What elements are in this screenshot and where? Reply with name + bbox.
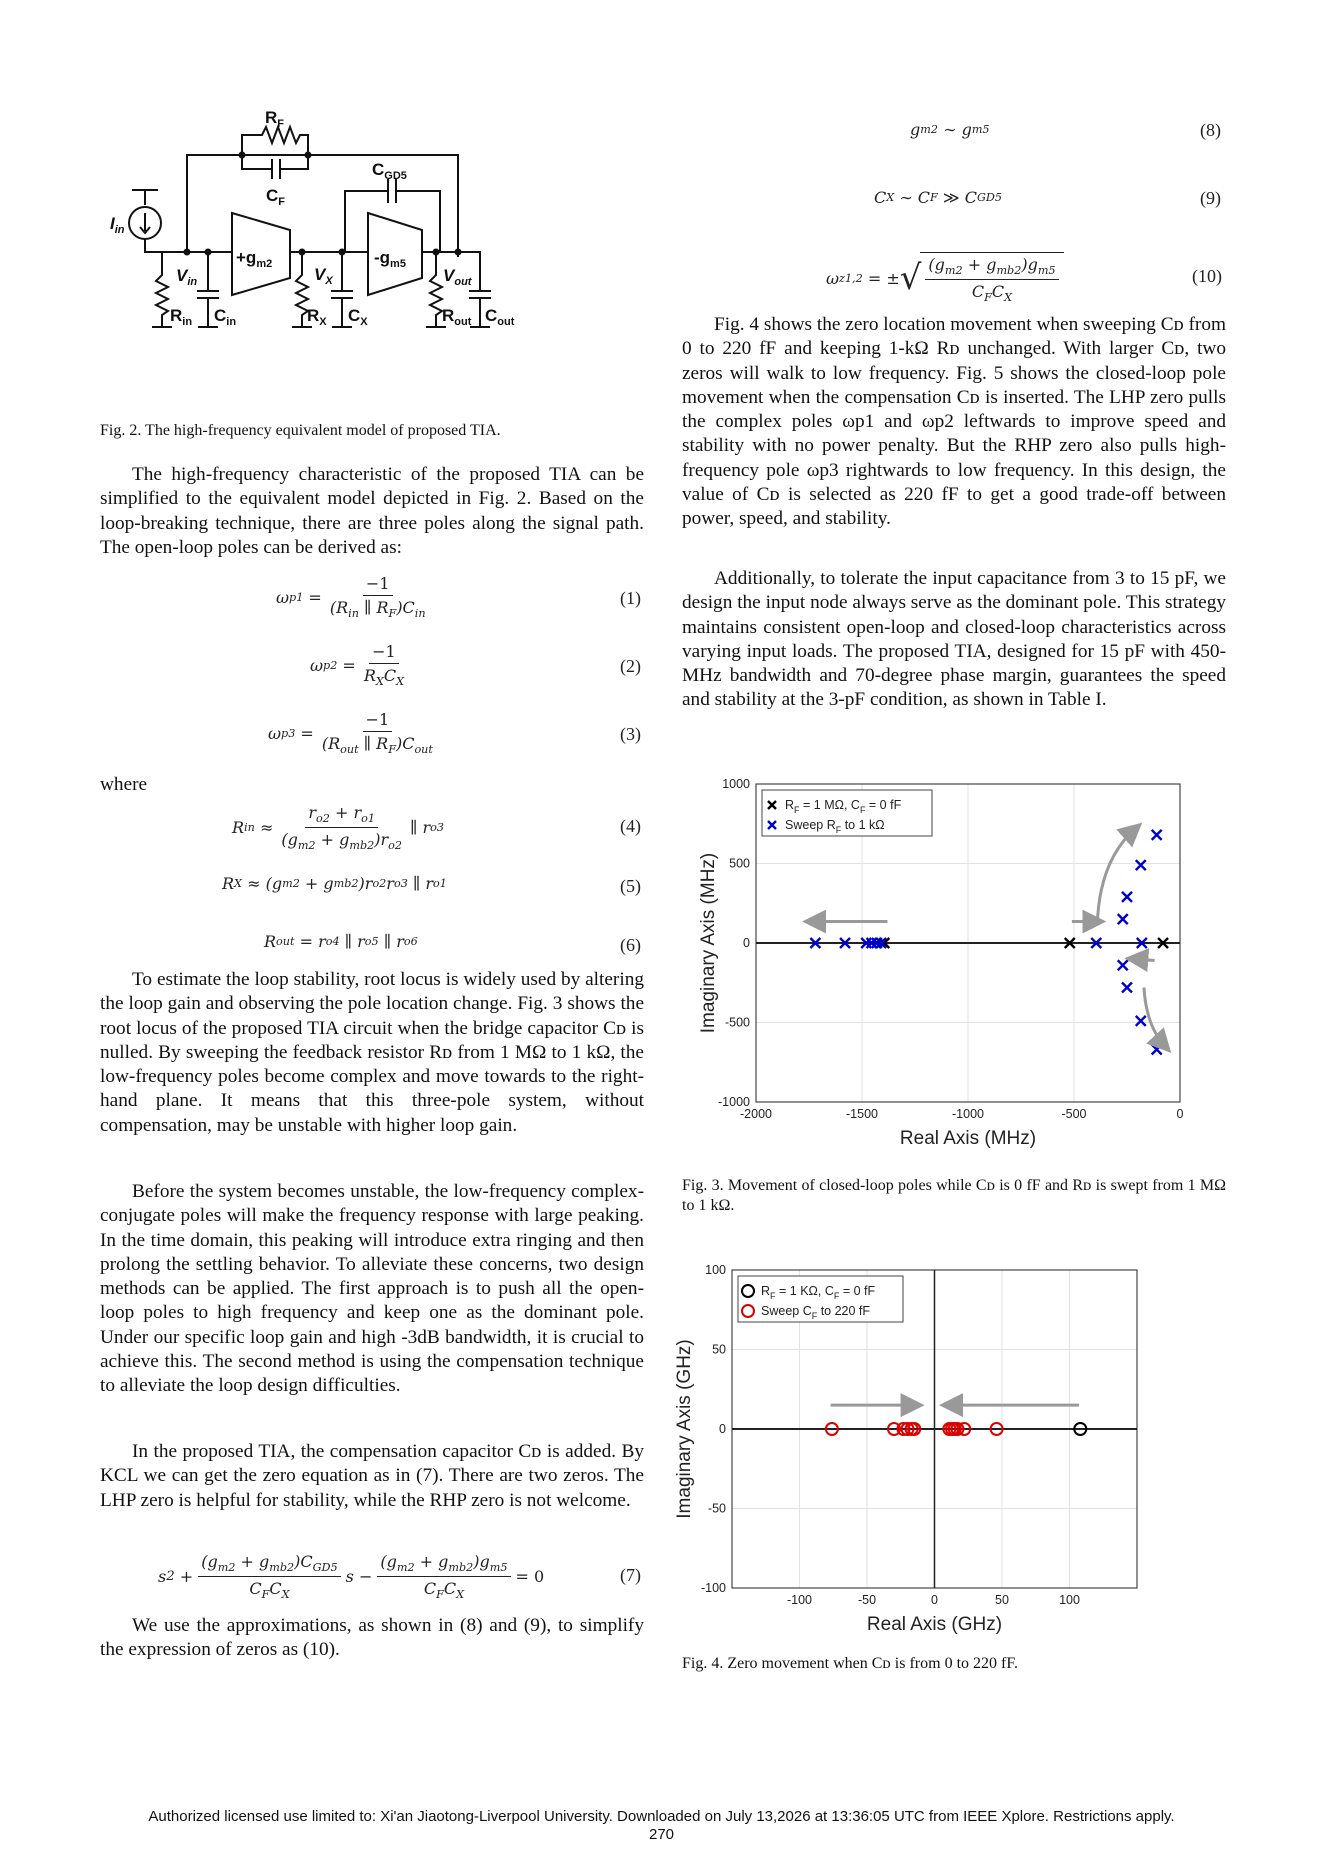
cin-label: $C_{in}$ — [214, 306, 237, 328]
left-para-3: Before the system becomes unstable, the low-frequency complex-conjugate poles will make the frequency response with large peaking. In the time domain, this peaking will introduce extra ringing and then prolong the settling behavior. To alleviate these concerns, two design methods can be applied. The first approach is to push all the open-loop poles to high frequency and keep one as the dominant pole. Under our specific loop gain and high -3dB bandwidth, it is crucial to achieve this. The second method is using the compensation technique to alleviate the loop design difficulties. — [100, 1181, 644, 1397]
where-text: where — [100, 774, 148, 795]
legend-label: $R_F = 1$ KΩ, $C_F = 0$ fF — [761, 1284, 876, 1301]
left-para-4: In the proposed TIA, the compensation capacitor Cᴅ is added. By KCL we can get the zero equation as in (7). There are two zeros. The LHP zero is helpful for stability, while the RHP zero is not welcome. — [100, 1441, 644, 1511]
eq-number-5: (5) — [620, 876, 641, 896]
equation-5: R X ≈ (g m2 + g mb2 )r o2 r o3 ∥ r o1 — [222, 874, 447, 893]
eq-number-7: (7) — [620, 1565, 641, 1585]
iin-label: $I_{in}$ — [110, 214, 125, 236]
equation-8: g m2 ∼ g m5 — [910, 120, 990, 139]
cx-label: $C_X$ — [348, 306, 368, 328]
license-footer: Authorized licensed use limited to: Xi'an Jiaotong-Liverpool University. Downloaded on July 13,2026 at 13:36:05 UTC from IEEE Xplore. Restrictions apply. — [148, 1808, 1175, 1825]
fig3-root-locus-chart — [682, 770, 1242, 1160]
movement-arrow — [1144, 988, 1165, 1047]
eq-number-1: (1) — [620, 588, 641, 608]
y-tick-label: -100 — [700, 1581, 726, 1595]
equation-2: ω p2 = $\frac{-1}{R_XC_X}$ — [310, 642, 405, 689]
equation-4: R in ≈ $\frac{r_{o2} + r_{o1}}{(g_{m2} + g_{mb2})r_{o2}}$ ∥ r o3 — [232, 803, 445, 853]
y-tick-label: 0 — [719, 1422, 726, 1436]
eq-number-9: (9) — [1200, 188, 1221, 208]
fig4-caption: Fig. 4. Zero movement when Cᴅ is from 0 to 220 fF. — [682, 1655, 1018, 1672]
x-tick-label: 50 — [995, 1593, 1009, 1607]
equation-7: s 2 + $\frac{(g_{m2} + g_{mb2})C_{GD5}}{C_FC_X}$ s − $\frac{(g_{m2} + g_{mb2})g_{m5}}{C_FC_X}$ = 0 — [158, 1552, 545, 1602]
y-tick-label: 0 — [743, 936, 750, 950]
pole-marker — [1118, 914, 1128, 924]
pole-marker — [1122, 983, 1132, 993]
legend-label: Sweep $C_F$ to 220 fF — [761, 1304, 871, 1321]
pole-marker — [1152, 1045, 1162, 1055]
eq-number-8: (8) — [1200, 120, 1221, 140]
x-tick-label: -2000 — [740, 1107, 772, 1121]
eq-number-6: (6) — [620, 935, 641, 955]
eq-number-4: (4) — [620, 816, 641, 836]
cout-label: $C_{out}$ — [485, 306, 515, 328]
left-para-2: To estimate the loop stability, root locus is widely used by altering the loop gain and observing the pole location change. Fig. 3 shows the root locus of the proposed TIA circuit when the bridge capacitor Cᴅ is nulled. By sweeping the feedback resistor Rᴅ from 1 MΩ to 1 kΩ, the low-frequency poles become complex and move towards to the right-hand plane. It means that this three-pole system, without compensation, may be unstable with higher loop gain. — [100, 969, 644, 1136]
x-tick-label: 0 — [931, 1593, 938, 1607]
equation-10: ω z1,2 = ± √ $\frac{(g_{m2} + g_{mb2})g_{m5}}{C_FC_X}$ — [826, 252, 1064, 304]
fig3-caption: Fig. 3. Movement of closed-loop poles while Cᴅ is 0 fF and Rᴅ is swept from 1 MΩ to 1 kΩ. — [682, 1177, 1226, 1214]
chart-legend — [762, 790, 932, 836]
right-para-2: Additionally, to tolerate the input capacitance from 3 to 15 pF, we design the input node always serve as the dominant pole. This strategy maintains consistent open-loop and closed-loop characteristics across varying input loads. The proposed TIA, designed for 15 pF with 450-MHz bandwidth and 70-degree phase margin, guarantees the speed and stability at the 3-pF condition, as shown in Table I. — [682, 568, 1226, 711]
cgd5-label: $C_{GD5}$ — [372, 160, 407, 182]
page-number: 270 — [648, 1826, 675, 1843]
equation-9: C X ∼ C F ≫ C GD5 — [874, 188, 1003, 207]
x-tick-label: 0 — [1176, 1107, 1184, 1121]
left-para-5: We use the approximations, as shown in (8) and (9), to simplify the expression of zeros as (10). — [100, 1615, 644, 1661]
x-axis-label: Real Axis (GHz) — [866, 1614, 1003, 1635]
legend-label: $R_F = 1$ MΩ, $C_F = 0$ fF — [785, 798, 902, 815]
fig2-circuit — [100, 95, 660, 415]
eq-number-3: (3) — [620, 724, 641, 744]
legend-label: Sweep $R_F$ to 1 kΩ — [785, 818, 885, 835]
x-tick-label: -500 — [1061, 1107, 1087, 1121]
pole-marker — [1118, 960, 1128, 970]
movement-arrow — [1133, 959, 1154, 961]
x-tick-label: -1500 — [846, 1107, 878, 1121]
x-tick-label: 100 — [1059, 1593, 1080, 1607]
y-tick-label: 1000 — [722, 777, 750, 791]
x-tick-label: -1000 — [952, 1107, 984, 1121]
x-tick-label: -50 — [857, 1593, 877, 1607]
y-tick-label: 100 — [705, 1263, 726, 1277]
y-tick-label: -50 — [707, 1501, 726, 1516]
y-axis-label: Imaginary Axis (GHz) — [674, 1339, 695, 1519]
equation-3: ω p3 = $\frac{-1}{(R_{out} \parallel R_F)C_{out}}$ — [268, 710, 433, 757]
pole-marker — [1136, 1016, 1146, 1026]
vin-label: $V_{in}$ — [176, 266, 198, 288]
gm5-label: $-g_{m5}$ — [374, 248, 406, 270]
equation-1: ω p1 = $\frac{-1}{(R_{in} \parallel R_F)C_{in}}$ — [276, 574, 426, 621]
equation-6: R out = r o4 ∥ r o5 ∥ r o6 — [264, 932, 418, 951]
rf-label: $R_F$ — [265, 108, 285, 130]
vx-label: $V_X$ — [314, 265, 333, 287]
gm2-label: $+g_{m2}$ — [236, 248, 273, 270]
movement-arrow — [1097, 829, 1135, 924]
x-tick-label: -100 — [786, 1593, 813, 1607]
rx-label: $R_X$ — [307, 306, 327, 328]
y-tick-label: 50 — [712, 1342, 726, 1357]
y-tick-label: -500 — [724, 1015, 750, 1030]
eq-number-10: (10) — [1192, 266, 1222, 286]
pole-marker — [1122, 892, 1132, 902]
rin-label: $R_{in}$ — [170, 306, 193, 328]
pole-marker — [1136, 860, 1146, 870]
y-tick-label: 500 — [729, 856, 750, 871]
pole-marker — [1152, 830, 1162, 840]
y-tick-label: -1000 — [718, 1095, 750, 1109]
y-axis-label: Imaginary Axis (MHz) — [698, 852, 719, 1034]
vout-label: $V_{out}$ — [443, 266, 472, 288]
cf-label: $C_F$ — [266, 186, 286, 208]
left-para-1: The high-frequency characteristic of the proposed TIA can be simplified to the equivalent model depicted in Fig. 2. Based on the loop-breaking technique, there are three poles along the signal path. The open-loop poles can be derived as: — [100, 464, 644, 558]
fig2-caption: Fig. 2. The high-frequency equivalent model of proposed TIA. — [100, 422, 501, 439]
chart-legend — [738, 1276, 903, 1322]
right-para-1: Fig. 4 shows the zero location movement when sweeping Cᴅ from 0 to 220 fF and keeping 1-kΩ Rᴅ unchanged. With larger Cᴅ, two zeros will walk to low frequency. Fig. 5 shows the closed-loop pole movement when the compensation Cᴅ is inserted. The LHP zero pulls the complex poles ωp1 and ωp2 leftwards to improve speed and stability with no power penalty. But the RHP zero also pulls high-frequency pole ωp3 rightwards to low frequency. In this design, the value of Cᴅ is selected as 220 fF to get a good trade-off between power, speed, and stability. — [682, 314, 1226, 530]
eq-number-2: (2) — [620, 656, 641, 676]
rout-label: $R_{out}$ — [442, 306, 472, 328]
x-axis-label: Real Axis (MHz) — [899, 1128, 1037, 1149]
fig4-zero-movement-chart — [674, 1250, 1242, 1650]
